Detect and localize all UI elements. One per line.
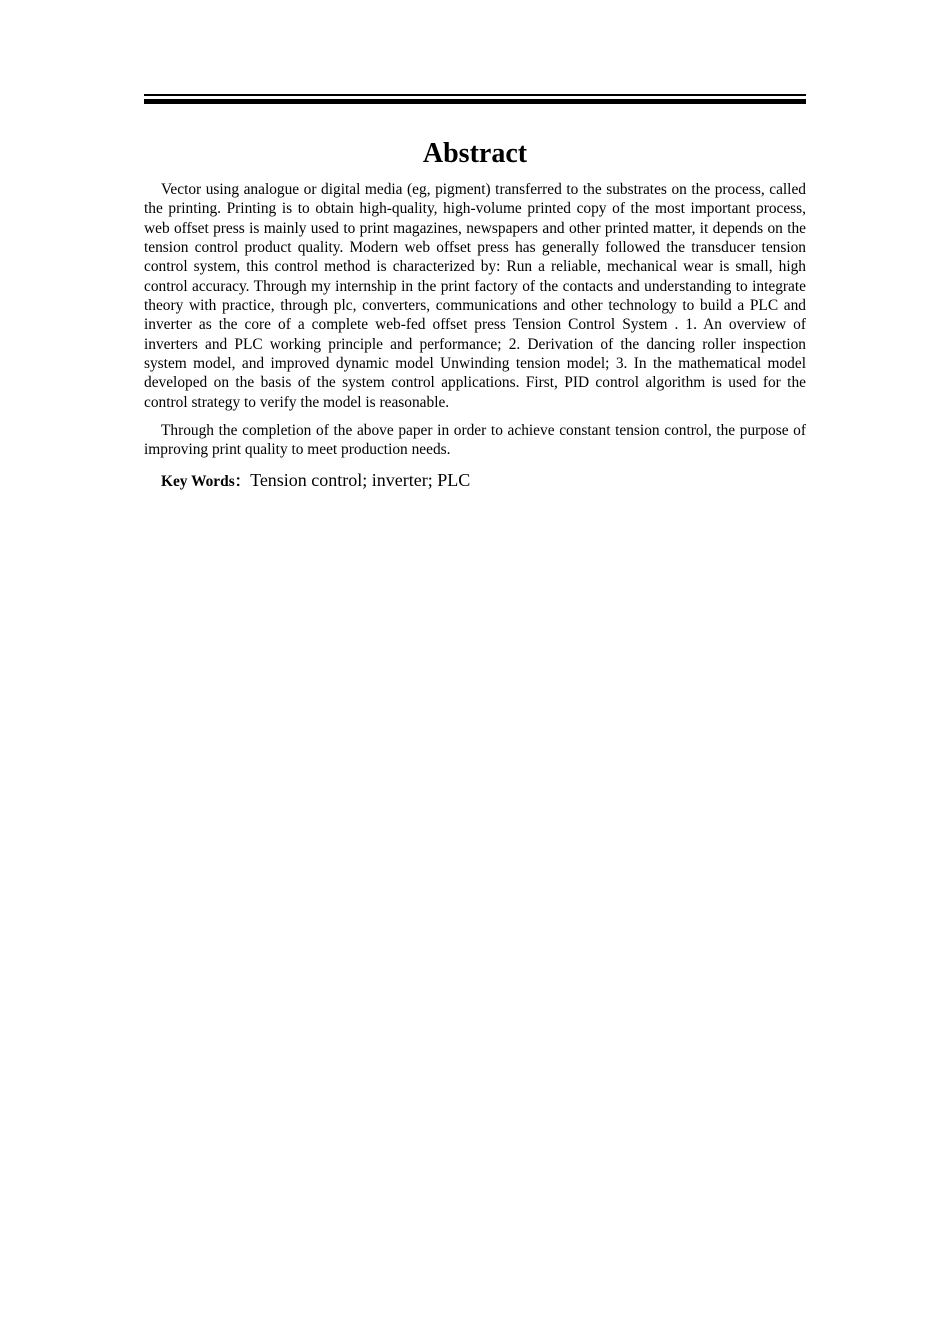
keywords-line — [144, 469, 806, 493]
header-rule-thin — [144, 94, 806, 98]
header-rule-thick — [144, 99, 806, 104]
keywords-label: Key Words： — [161, 472, 251, 490]
abstract-title: Abstract — [422, 138, 528, 169]
keywords-value: Tension control; inverter; PLC — [250, 469, 471, 490]
abstract-paragraph-2: Through the completion of the above paper in order to achieve constant tension control, the purpose of improving print quality to meet production needs. — [144, 422, 806, 459]
page-content — [144, 94, 806, 493]
abstract-paragraph-1: Vector using analogue or digital media (eg, pigment) transferred to the substrates on the process, called the printing. Printing is to obtain high-quality, high-volume printed copy of the most important process, web offset press is mainly used to print magazines, newspapers and other printed matter, it depends on the tension control product quality. Modern web offset press has generally followed the transducer tension control system, this control method is characterized by: Run a reliable, mechanical wear is small, high control accuracy. Through my internship in the print factory of the contacts and understanding to integrate theory with practice, through plc, converters, communications and other technology to build a PLC and inverter as the core of a complete web-fed offset press Tension Control System . 1. An overview of inverters and PLC working principle and performance; 2. Derivation of the dancing roller inspection system model, and improved dynamic model Unwinding tension model; 3. In the mathematical model developed on the basis of the system control applications. First, PID control algorithm is used for the control strategy to verify the model is reasonable. — [144, 181, 806, 411]
